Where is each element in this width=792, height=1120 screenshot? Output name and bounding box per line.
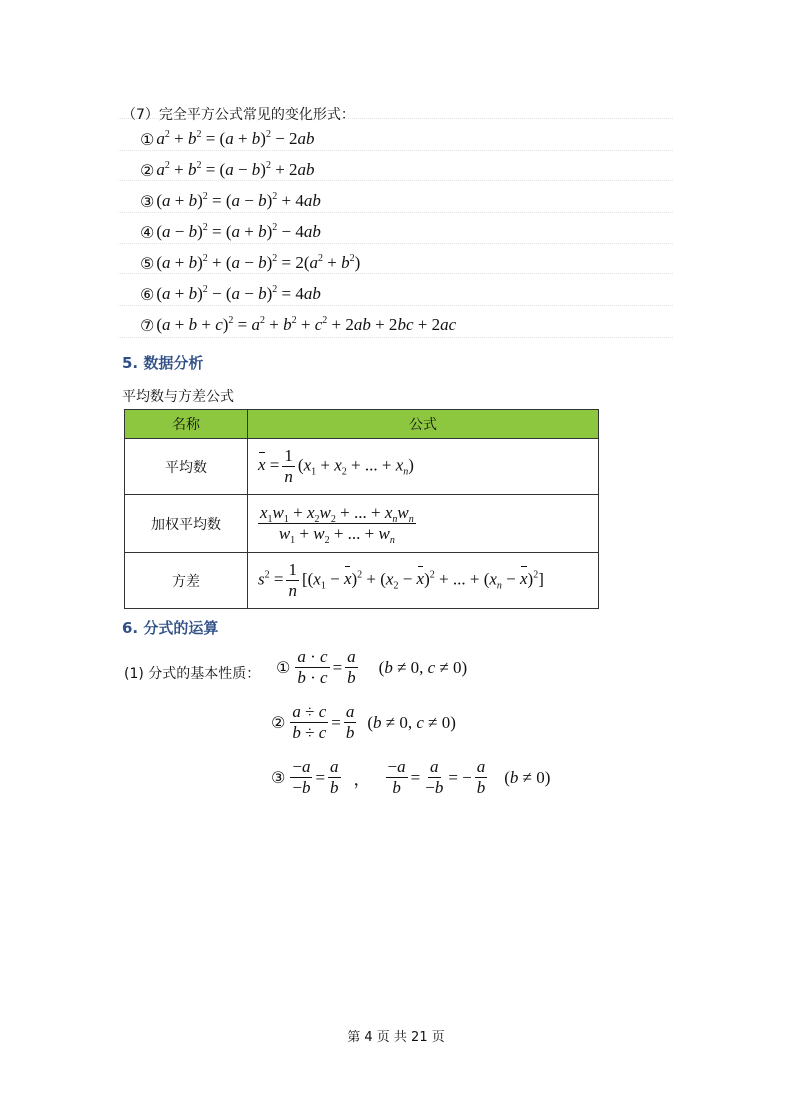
section5-subtitle: 平均数与方差公式 [122,389,234,405]
page-footer: 第 4 页 共 21 页 [347,1030,445,1045]
mean-formula: x = $\frac{1}{n}$ ($x_1 + x_2$ + ... + $x_n$) [248,439,599,495]
formula-text: $(a + b + c)^2 = a^2 + b^2 + c^2 + 2ab + 2bc + 2ac$ [156,315,457,334]
formula-item-4 [140,222,321,242]
formula-text: $(a + b)^2 = (a - b)^2 + 4ab$ [156,191,321,210]
formula-item-7 [140,315,456,335]
weighted-mean-formula: $\frac{x_1w_1 + x_2w_2 + ... + x_nw_n}{w_1 + w_2 + ... + w_n}$ [248,495,599,553]
formula-item-6 [140,284,321,304]
fraction-property-1: ① $\frac{a \cdot c}{b \cdot c}$ = $\frac{a}{b}$ (b ≠ 0, c ≠ 0) [276,647,468,687]
row-name-mean: 平均数 [125,439,248,495]
header-formula: 公式 [248,410,599,439]
section5-heading: 5. 数据分析 [122,354,204,372]
section6-intro: (1) 分式的基本性质： [124,666,261,682]
circled-number: ① [140,129,155,149]
table-row-mean [125,439,599,495]
circled-number: ⑤ [140,253,155,273]
circled-number: ① [276,658,291,677]
circled-number: ③ [271,768,286,787]
formula-item-5 [140,253,360,273]
table-header-row [125,410,599,439]
header-name: 名称 [125,410,248,439]
circled-number: ② [140,160,155,180]
formula-item-3 [140,191,321,211]
row-name-weighted-mean: 加权平均数 [125,495,248,553]
fraction-property-2: ② $\frac{a \div c}{b \div c}$ = $\frac{a}{b}$ (b ≠ 0, c ≠ 0) [271,702,456,742]
row-name-variance: 方差 [125,553,248,609]
variance-formula: $s^2$ = $\frac{1}{n}$ [$(x_1 - x)^2 + (x_2 - x)^2$ + ... + $(x_n - x)^2$] [248,553,599,609]
formula-item-1 [140,129,315,149]
section6-heading: 6. 分式的运算 [122,619,219,637]
formula-text: $(a + b)^2 + (a - b)^2 = 2(a^2 + b^2)$ [156,253,361,272]
formula-table [124,409,599,609]
fraction-property-3: ③ $\frac{-a}{-b}$ = $\frac{a}{b}$ ， $\frac{-a}{b}$ = $\frac{a}{-b}$ = − $\frac{a}{b}$ (b ≠ 0) [271,757,551,797]
formula-text: $a^2 + b^2 = (a + b)^2 - 2ab$ [156,129,315,148]
circled-number: ⑥ [140,284,155,304]
formula-text: $a^2 + b^2 = (a - b)^2 + 2ab$ [156,160,315,179]
circled-number: ② [271,713,286,732]
table-row-weighted-mean [125,495,599,553]
formula-text: $(a - b)^2 = (a + b)^2 - 4ab$ [156,222,321,241]
section7-title: （7）完全平方公式常见的变化形式： [122,107,355,123]
circled-number: ⑦ [140,315,155,335]
circled-number: ③ [140,191,155,211]
table-row-variance [125,553,599,609]
formula-item-2 [140,160,315,180]
formula-text: $(a + b)^2 - (a - b)^2 = 4ab$ [156,284,321,303]
circled-number: ④ [140,222,155,242]
